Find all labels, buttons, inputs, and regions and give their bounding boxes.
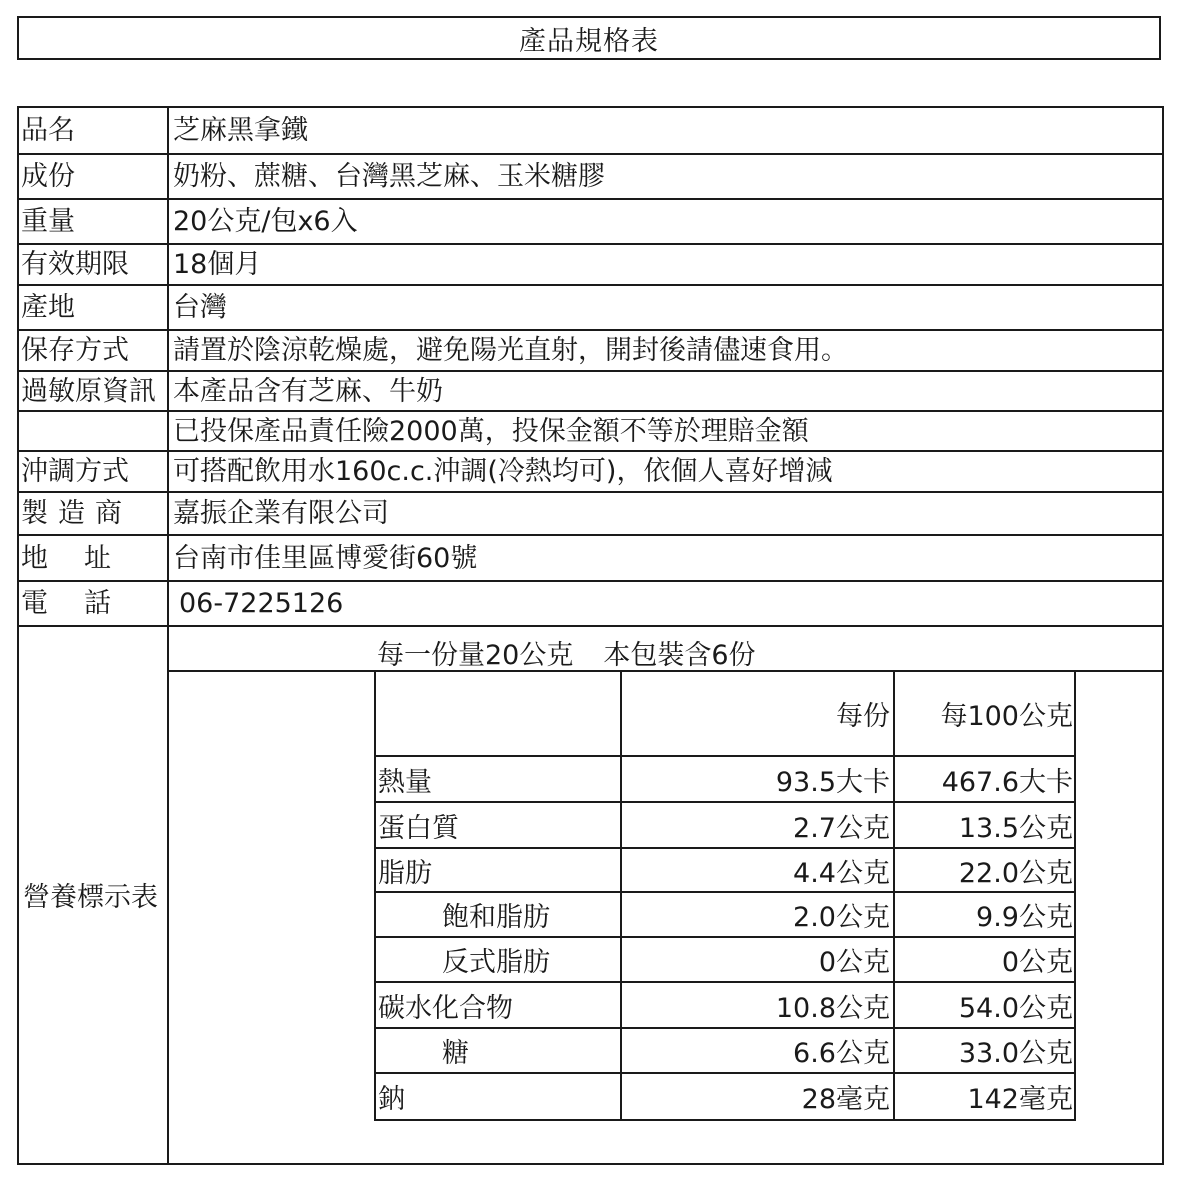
- nutrient-name: 熱量: [376, 757, 622, 801]
- nutrient-per-serving: 10.8公克: [622, 983, 895, 1027]
- spec-row-product-name: [19, 108, 1164, 155]
- spec-value: 台南市佳里區博愛街60號: [173, 542, 478, 574]
- spec-label: 電話: [19, 582, 169, 625]
- spec-row-insurance: [19, 412, 1164, 452]
- nutrient-per-serving: 28毫克: [622, 1074, 895, 1119]
- nutrient-per-serving: 0公克: [622, 938, 895, 981]
- spec-label: 保存方式: [19, 331, 169, 370]
- nutrition-row-sugar: [376, 1029, 1074, 1074]
- nutrient-per-serving: 4.4公克: [622, 849, 895, 891]
- spec-value: 芝麻黑拿鐵: [173, 115, 308, 146]
- spec-value: 嘉振企業有限公司: [173, 498, 389, 529]
- spec-value: 已投保產品責任險2000萬，投保金額不等於理賠金額: [173, 415, 809, 447]
- spec-value: 可搭配飲用水160c.c.沖調(冷熱均可)，依個人喜好增減: [173, 456, 833, 487]
- nutrition-label: 營養標示表: [19, 625, 169, 1163]
- nutrient-per-100g: 33.0公克: [958, 1038, 1073, 1069]
- nutrient-per-serving: 93.5大卡: [622, 757, 895, 801]
- nutrient-per-100g: 22.0公克: [958, 857, 1073, 889]
- nutrition-row-carbohydrate: [376, 983, 1074, 1029]
- nutrition-row-energy: [376, 757, 1074, 803]
- nutrient-per-serving: 6.6公克: [622, 1029, 895, 1072]
- spec-value: 請置於陰涼乾燥處，避免陽光直射，開封後請儘速食用。: [173, 335, 848, 366]
- spec-row-manufacturer: [19, 493, 1164, 536]
- spec-label: 有效期限: [19, 245, 169, 284]
- nutrient-per-100g: 467.6大卡: [941, 766, 1073, 798]
- spec-value: 奶粉、蔗糖、台灣黑芝麻、玉米糖膠: [173, 161, 605, 192]
- page-title: 產品規格表: [17, 16, 1161, 60]
- spec-label: 地址: [19, 536, 169, 580]
- serving-size: 每一份量20公克: [377, 640, 574, 671]
- spec-value: 本產品含有芝麻、牛奶: [173, 375, 443, 407]
- spec-row-preparation: [19, 452, 1164, 493]
- spec-row-phone: [19, 582, 1164, 627]
- nutrition-row-fat: [376, 849, 1074, 893]
- spec-row-storage: [19, 331, 1164, 372]
- servings-per-pack: 本包裝含6份: [603, 640, 756, 671]
- nutrition-row-trans-fat: [376, 938, 1074, 983]
- nutrient-name: 鈉: [376, 1074, 622, 1119]
- nutrient-name: 反式脂肪: [376, 938, 622, 981]
- nutrition-table: [374, 671, 1076, 1121]
- spec-label: 製造商: [19, 493, 169, 534]
- nutrition-row-saturated-fat: [376, 893, 1074, 938]
- spec-label: 品名: [19, 108, 169, 153]
- nutrient-per-100g: 54.0公克: [958, 992, 1073, 1024]
- spec-row-allergens: [19, 372, 1164, 412]
- nutrient-name: 糖: [376, 1029, 622, 1072]
- spec-row-address: [19, 536, 1164, 582]
- spec-value: 06-7225126: [179, 588, 344, 619]
- spec-label: 沖調方式: [19, 452, 169, 491]
- nutrition-section: [19, 625, 1164, 1163]
- serving-info: [377, 633, 756, 672]
- nutrition-header-row: [376, 671, 1074, 757]
- spec-value: 台灣: [173, 292, 227, 323]
- spec-row-shelf-life: [19, 245, 1164, 286]
- col-per-100g: 每100公克: [940, 700, 1073, 732]
- nutrient-name: 脂肪: [376, 849, 622, 891]
- col-per-serving: 每份: [622, 671, 895, 755]
- nutrient-per-100g: 0公克: [1001, 947, 1073, 978]
- spec-value: 20公克/包x6入: [173, 206, 358, 237]
- nutrient-name: 碳水化合物: [376, 983, 622, 1027]
- nutrition-row-protein: [376, 803, 1074, 849]
- spec-value: 18個月: [173, 249, 262, 280]
- nutrient-per-100g: 13.5公克: [958, 812, 1073, 844]
- spec-table: [17, 106, 1164, 1165]
- spec-row-origin: [19, 286, 1164, 331]
- nutrition-header-blank: [376, 671, 622, 755]
- spec-label: 產地: [19, 286, 169, 329]
- spec-row-weight: [19, 200, 1164, 245]
- nutrient-name: 飽和脂肪: [376, 893, 622, 936]
- spec-label: 過敏原資訊: [19, 372, 169, 410]
- nutrient-per-100g: 142毫克: [967, 1084, 1073, 1115]
- spec-label: 成份: [19, 155, 169, 198]
- nutrient-per-100g: 9.9公克: [976, 902, 1073, 933]
- spec-label: [19, 412, 169, 450]
- spec-label: 重量: [19, 200, 169, 243]
- spec-row-ingredients: [19, 155, 1164, 200]
- nutrition-row-sodium: [376, 1074, 1074, 1119]
- nutrient-per-serving: 2.7公克: [622, 803, 895, 847]
- nutrient-name: 蛋白質: [376, 803, 622, 847]
- nutrient-per-serving: 2.0公克: [622, 893, 895, 936]
